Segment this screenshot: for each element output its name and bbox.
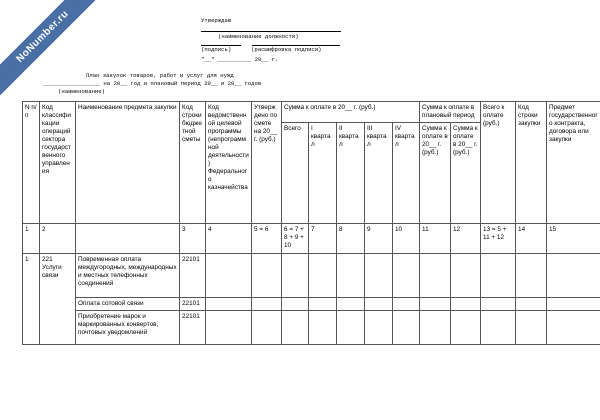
col-name: Наименование предмета закупки [76,102,180,224]
index-cell: 10 [393,224,420,254]
position-caption: (наименование должности) [218,33,299,40]
index-cell: 13 = 5 + 11 + 12 [481,224,516,254]
index-cell: 7 [309,224,337,254]
index-cell: 6 = 7 + 8 + 9 + 10 [282,224,309,254]
col-code-dept: Код ведомственной целевой программы (непрограммной деятельности) Федерального казначейства [206,102,252,224]
purchase-plan-table [22,101,600,345]
index-cell: 5 = 6 [252,224,282,254]
col-code-budget: Код строки бюджетной сметы [180,102,206,224]
col-sum-y3: Сумма к оплате в 20__ г. (руб.) [451,123,481,224]
col-q3: III квартал [365,123,393,224]
plan-name-caption: (наименование) [58,88,105,95]
col-sum-year: Сумма к оплате в 20__ г. (руб.) [282,102,420,123]
plan-title: План закупок товаров, работ и услуг для нужд [86,72,234,79]
index-cell: 1 [23,224,40,254]
watermark-ribbon: NoNumber.ru [0,0,104,98]
index-cell: 12 [451,224,481,254]
index-cell: 8 [337,224,365,254]
table-row [23,298,600,311]
approve-label: Утверждаю [201,17,232,24]
approve-date: "__" __________ 20__ г. [201,56,279,63]
row-num: 1 [23,254,40,345]
row-budget: 22101 [180,311,206,345]
index-cell: 9 [365,224,393,254]
table-row [23,254,600,298]
col-approved: Утверждено по смете на 20__ г. (руб.) [252,102,282,224]
row-budget: 22101 [180,254,206,298]
plan-period: _________________ на 20__ год и плановый период 20__ и 20__ годов [43,80,262,87]
col-sum-planned: Сумма к оплате в плановый период [420,102,481,123]
decoding-caption: (расшифровка подписи) [251,46,322,53]
index-cell: 3 [180,224,206,254]
row-name: Оплата сотовой связи [76,298,180,311]
position-line [201,31,341,32]
index-cell: 15 [547,224,600,254]
index-cell: 14 [516,224,547,254]
col-total: Всего [282,123,309,224]
index-cell: 2 [40,224,76,254]
index-row [23,224,600,254]
signature-caption: (подпись) [201,46,232,53]
table-row [23,311,600,345]
row-name: Повременная оплата междугородных, международных и местных телефонных соединений [76,254,180,298]
row-budget: 22101 [180,298,206,311]
col-code-class: Код классификации операций сектора государственного управления [40,102,76,224]
index-cell: 4 [206,224,252,254]
col-num: N п/п [23,102,40,224]
col-subject: Предмет государственного контракта, договора или закупки [547,102,600,224]
index-cell [76,224,180,254]
col-sum-y2: Сумма к оплате в 20__ г. (руб.) [420,123,451,224]
col-q2: II квартал [337,123,365,224]
col-q4: IV квартал [393,123,420,224]
col-code-purchase: Код строки закупки [516,102,547,224]
row-name: Приобретение марок и маркированных конвертов, почтовых уведомлений [76,311,180,345]
index-cell: 11 [420,224,451,254]
col-q1: I квартал [309,123,337,224]
col-total-pay: Всего к оплате (руб.) [481,102,516,224]
row-code: 221 Услуги связи [40,254,76,345]
